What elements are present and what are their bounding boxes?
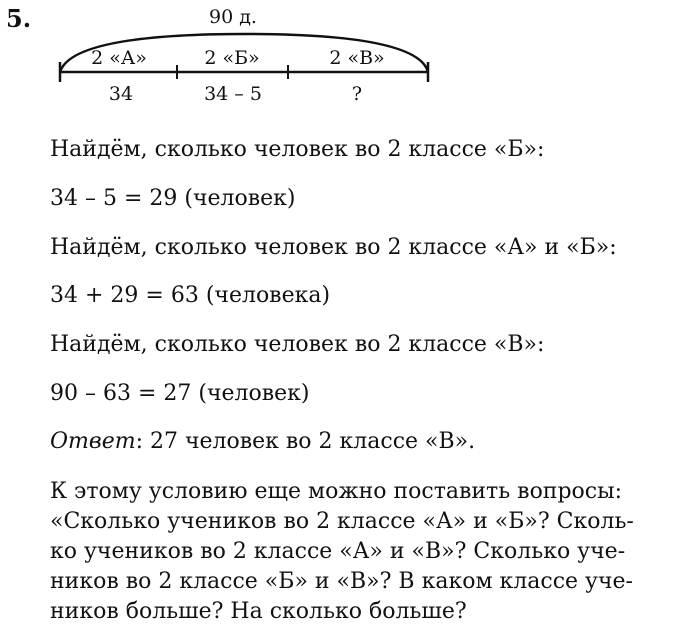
- segment-v-value: ?: [351, 83, 363, 105]
- paragraph-line: «Сколько учеников во 2 классе «А» и «Б»? Сколь-: [50, 509, 634, 534]
- segment-a-value: 34: [108, 83, 134, 105]
- step3-text: Найдём, сколько человек во 2 классе «В»:: [50, 332, 545, 357]
- answer-label: Ответ: [50, 429, 136, 454]
- paragraph-line: ников больше? На сколько больше?: [50, 599, 467, 624]
- answer-text: : 27 человек во 2 классе «В».: [135, 429, 476, 454]
- total-label: 90 д.: [209, 6, 257, 28]
- segment-b-label: 2 «Б»: [204, 47, 260, 69]
- step2-text: Найдём, сколько человек во 2 классе «А» и «Б»:: [50, 235, 617, 260]
- segment-a-label: 2 «А»: [91, 47, 147, 69]
- segment-v-label: 2 «В»: [329, 47, 385, 69]
- answer-line: [50, 428, 475, 456]
- problem-number: 5.: [6, 4, 32, 33]
- paragraph-line: ко учеников во 2 классе «А» и «В»? Сколько уче-: [50, 539, 626, 564]
- extra-questions-paragraph: [50, 477, 695, 627]
- paragraph-line: ников во 2 классе «Б» и «В»? В каком классе уче-: [50, 569, 633, 594]
- step1-equation: 34 – 5 = 29 (человек): [50, 186, 296, 211]
- step2-equation: 34 + 29 = 63 (человека): [50, 283, 331, 308]
- step3-equation: 90 – 63 = 27 (человек): [50, 381, 310, 406]
- paragraph-line: К этому условию еще можно поставить вопросы:: [50, 479, 623, 504]
- segment-b-value: 34 – 5: [204, 83, 262, 105]
- step1-text: Найдём, сколько человек во 2 классе «Б»:: [50, 137, 545, 162]
- segment-diagram: [0, 0, 700, 110]
